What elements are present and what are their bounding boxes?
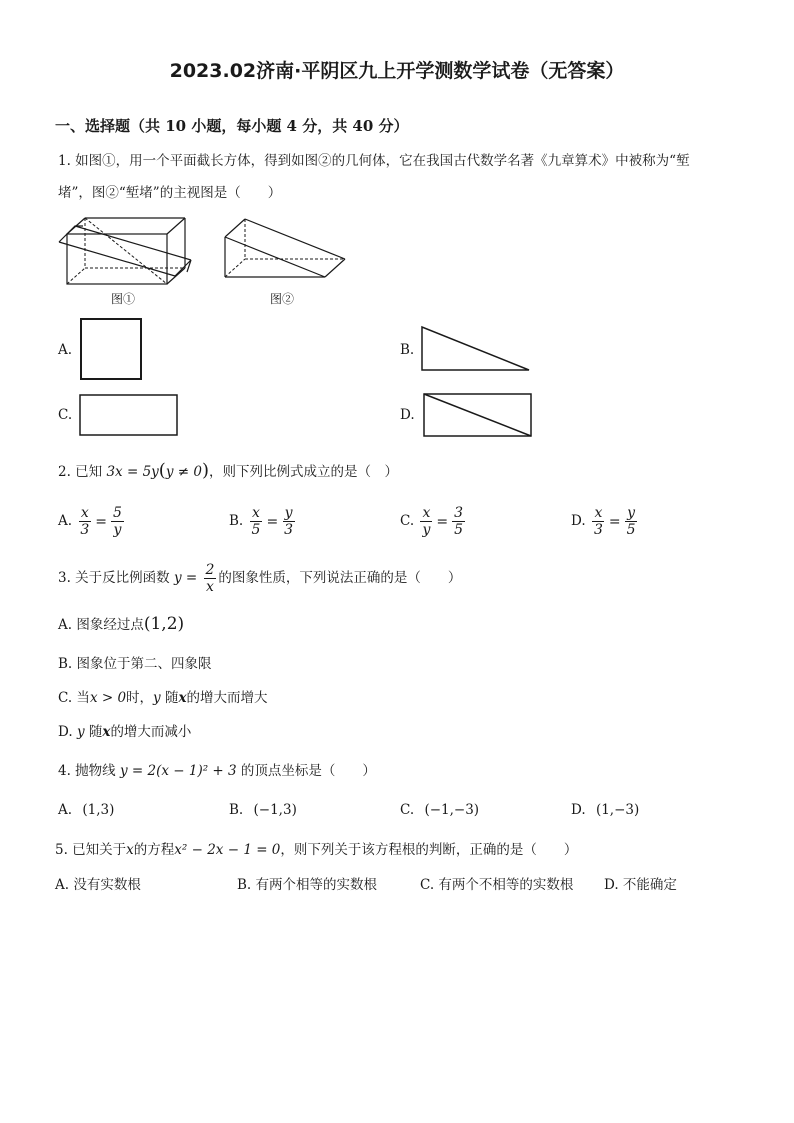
q4-option-b-value: (−1,3)	[253, 802, 297, 818]
q3-option-d[interactable]	[58, 720, 191, 740]
q3-function-num: 2	[205, 562, 215, 578]
q3-option-d-mid: 随	[88, 724, 103, 740]
q3-stem	[58, 562, 461, 595]
q4-option-b-label: B.	[229, 802, 244, 818]
q1-option-c-rectangle[interactable]	[79, 394, 179, 436]
q1-stem-line2: 堵”，图②“堑堵”的主视图是（ ）	[58, 185, 282, 201]
q4-option-a-value: (1,3)	[82, 802, 115, 818]
q2-stem: 2. 已知 3x = 5y(y ≠ 0)，则下列比例式成立的是（ ）	[58, 460, 398, 481]
q5-stem-post: ，则下列关于该方程根的判断，正确的是（ ）	[280, 842, 578, 858]
q1-option-b-triangle[interactable]	[421, 326, 531, 372]
q3-option-a[interactable]	[58, 613, 184, 634]
figure-1-label: 图①	[111, 292, 136, 306]
frac-den: y	[422, 522, 431, 538]
q4-option-d-label: D.	[571, 802, 586, 818]
q2-stem-pre: 2. 已知	[58, 464, 103, 480]
q4-option-a[interactable]	[58, 802, 114, 818]
q4-stem-pre: 4. 抛物线	[58, 763, 116, 779]
q3-option-d-end: 的增大而减小	[110, 724, 192, 740]
frac-den: 3	[593, 522, 603, 538]
frac-num: x	[422, 505, 431, 521]
q5-option-a[interactable]: A. 没有实数根	[55, 877, 141, 893]
q3-option-d-pre: D.	[58, 724, 73, 740]
figure-2-prism	[220, 215, 350, 287]
q5-option-b[interactable]: B. 有两个相等的实数根	[237, 877, 378, 893]
q2-stem-equation: 3x = 5y	[106, 464, 159, 480]
q2-option-a-label: A.	[58, 513, 73, 529]
q3-function-den: x	[206, 579, 214, 595]
frac-num: x	[594, 505, 603, 521]
q1-option-c-label[interactable]: C.	[58, 407, 73, 423]
q1-option-a-square[interactable]	[80, 318, 142, 380]
frac-den: 5	[626, 522, 636, 538]
section-heading: 一、选择题（共 10 小题，每小题 4 分，共 40 分）	[55, 117, 409, 135]
q4-stem-post: 的顶点坐标是（ ）	[240, 763, 376, 779]
q2-stem-condition: y ≠ 0	[165, 464, 202, 480]
q3-option-c-pre: C. 当	[58, 690, 90, 706]
q3-option-a-text: A. 图象经过点	[58, 617, 144, 633]
q1-option-a-label[interactable]: A.	[58, 342, 73, 358]
frac-num: 5	[113, 505, 122, 521]
frac-den: 3	[80, 522, 90, 538]
frac-num: x	[252, 505, 260, 521]
q3-option-c-mid: 时，	[126, 690, 154, 706]
q2-option-d[interactable]: D. $\frac{x}{3}$ = $\frac{y}{5}$	[571, 505, 636, 538]
q3-option-c-y: y	[153, 690, 161, 706]
q4-stem	[58, 759, 376, 779]
q4-option-c-label: C.	[400, 802, 415, 818]
q2-stem-post: ，则下列比例式成立的是（ ）	[208, 464, 398, 480]
q3-option-d-y: y	[76, 724, 85, 740]
q3-option-c[interactable]	[58, 686, 268, 706]
q2-option-c[interactable]: C. $\frac{x}{y}$ = $\frac{3}{5}$	[400, 505, 464, 538]
figure-1-cuboid	[55, 212, 195, 292]
q1-option-d-label[interactable]: D.	[400, 407, 415, 423]
frac-den: y	[113, 522, 122, 538]
q3-option-d-x: x	[102, 724, 111, 740]
frac-num: 3	[454, 505, 464, 521]
q3-option-b[interactable]: B. 图象位于第二、四象限	[58, 656, 212, 672]
q3-stem-post: 的图象性质，下列说法正确的是（ ）	[218, 570, 462, 586]
frac-den: 5	[251, 522, 261, 538]
q2-option-b-label: B.	[229, 513, 244, 529]
frac-num: y	[284, 505, 293, 521]
q1-option-d-rectangle-diagonal[interactable]	[423, 393, 533, 437]
q2-option-b[interactable]: B. $\frac{x}{5}$ = $\frac{y}{3}$	[229, 505, 294, 538]
q3-function-lhs: y =	[173, 570, 198, 586]
q3-option-c-math: x > 0	[89, 690, 127, 706]
frac-num: y	[627, 505, 636, 521]
q4-option-d-value: (1,−3)	[595, 802, 640, 818]
q1-stem-line1: 1. 如图①，用一个平面截长方体，得到如图②的几何体，它在我国古代数学名著《九章算术》中被称为“堑	[58, 153, 690, 169]
q4-option-d[interactable]	[571, 802, 639, 818]
figure-2-label: 图②	[270, 292, 295, 306]
q3-option-c-post: 随	[164, 690, 179, 706]
q1-option-b-label[interactable]: B.	[400, 342, 415, 358]
q2-option-a[interactable]: A. $\frac{x}{3}$ = $\frac{5}{y}$	[58, 505, 122, 538]
q5-stem-pre: 5. 已知关于	[55, 842, 127, 858]
q4-option-a-label: A.	[58, 802, 73, 818]
q5-option-d[interactable]: D. 不能确定	[604, 877, 677, 893]
q4-option-c[interactable]	[400, 802, 479, 818]
frac-num: x	[80, 505, 89, 521]
frac-den: 3	[284, 522, 294, 538]
q2-option-d-label: D.	[571, 513, 586, 529]
frac-den: 5	[454, 522, 464, 538]
q5-option-c[interactable]: C. 有两个不相等的实数根	[420, 877, 574, 893]
q3-stem-pre: 3. 关于反比例函数	[58, 570, 170, 586]
q3-option-a-point: (1,2)	[143, 614, 185, 634]
q3-option-c-end: 的增大而增大	[186, 690, 268, 706]
q4-stem-equation: y = 2(x − 1)² + 3	[119, 763, 237, 779]
q3-option-c-x: x	[178, 690, 187, 706]
q4-option-b[interactable]	[229, 802, 297, 818]
q5-stem	[55, 838, 577, 858]
q4-option-c-value: (−1,−3)	[424, 802, 480, 818]
q5-stem-equation: x² − 2x − 1 = 0	[174, 842, 281, 858]
q2-option-c-label: C.	[400, 513, 415, 529]
q5-stem-mid: 的方程	[133, 842, 175, 858]
q5-stem-x: x	[126, 842, 134, 858]
page-title: 2023.02济南·平阴区九上开学测数学试卷（无答案）	[169, 60, 625, 82]
